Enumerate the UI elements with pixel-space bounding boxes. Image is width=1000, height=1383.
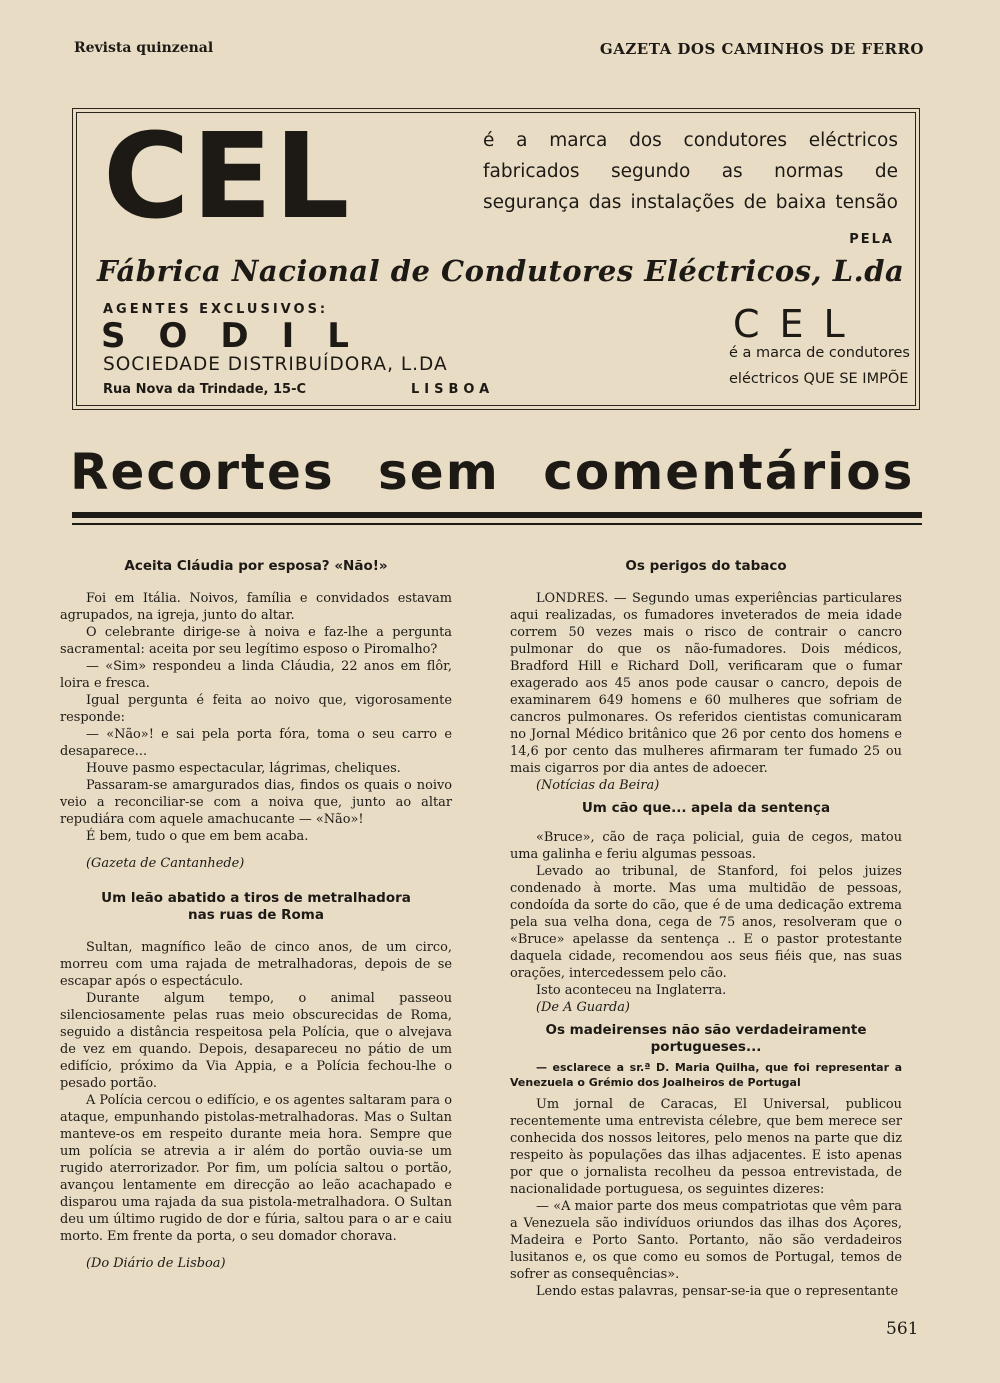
- ad-agent-name: SODIL: [101, 316, 382, 356]
- running-header: [74, 40, 924, 64]
- ad-manufacturer: Fábrica Nacional de Condutores Eléctricos, L.da: [97, 254, 905, 288]
- article-subtitle: — esclarece a sr.ª D. Maria Quilha, que foi representar a Venezuela o Grémio dos Joalheiros de Portugal: [510, 1061, 902, 1089]
- ad-address: Rua Nova da Trindade, 15-C: [103, 382, 307, 397]
- advertisement-box: [72, 108, 920, 410]
- article-paragraph: LONDRES. — Segundo umas experiências particulares aqui realizadas, os fumadores inveterados de meia idade correm 50 vezes mais o risco de contrair o cancro pulmonar do que os não-fumadores. Dois médicos, Bradford Hill e Richard Doll, verificaram que o fumar exagerado aos 45 anos pode causar o cancro, depois de examinarem 649 homens e 60 mulheres que sofriam de cancros pulmonares. Os referidos cientistas comunicaram no Jornal Médico britânico que 26 por cento dos homens e 14,6 por cento das mulheres afirmaram ter fumado 25 ou mais cigarros por dia antes de adoecer.: [510, 591, 902, 776]
- article-title-tabaco: Os perigos do tabaco: [625, 558, 787, 574]
- header-publication-title: GAZETA DOS CAMINHOS DE FERRO: [599, 40, 924, 58]
- page-number: 561: [886, 1319, 919, 1339]
- ad-agents-label: AGENTES EXCLUSIVOS:: [103, 302, 329, 317]
- article-paragraph: Um jornal de Caracas, El Universal, publicou recentemente uma entrevista célebre, que bem merece ser conhecida dos nossos leitores, pelo menos na parte que diz respeito às populações das ilhas adjacentes. E isto apenas por que o jornalista recolheu da pessoa entrevistada, de nacionalidade portuguesa, os seguintes dizeres:: [510, 1097, 902, 1197]
- title-rule-thin: [72, 523, 922, 525]
- ad-pela: PELA: [849, 232, 894, 247]
- article-source: (De A Guarda): [536, 1000, 630, 1015]
- ad-description: é a marca dos condutores eléctricos fabricados segundo as normas de segurança das instalações de baixa tensão: [483, 130, 898, 213]
- section-title: Recortes sem comentários: [70, 443, 915, 501]
- right-column: [510, 558, 902, 1300]
- article-title-lion-line-1: Um leão abatido a tiros de metralhadora: [101, 890, 411, 906]
- article-paragraph: Lendo estas palavras, pensar-se-ia que o representante: [536, 1284, 899, 1299]
- article-paragraph: Isto aconteceu na Inglaterra.: [536, 983, 727, 998]
- article-title-lion-line-2: nas ruas de Roma: [188, 907, 324, 923]
- article-paragraph: O celebrante dirige-se à noiva e faz-lhe a pergunta sacramental: aceita por seu legítimo esposo o Piromalho?: [60, 625, 452, 657]
- article-title-claudia: Aceita Cláudia por esposa? «Não!»: [124, 558, 388, 574]
- left-column: [60, 558, 452, 1272]
- ad-tagline-line-2: eléctricos QUE SE IMPÕE: [729, 371, 909, 387]
- article-paragraph: Foi em Itália. Noivos, família e convidados estavam agrupados, na igreja, junto do altar.: [60, 591, 452, 623]
- article-paragraph: É bem, tudo o que em bem acaba.: [86, 829, 309, 844]
- article-source: (Notícias da Beira): [536, 778, 660, 793]
- ad-agent-company: SOCIEDADE DISTRIBUÍDORA, L.DA: [103, 354, 448, 375]
- article-paragraph: A Polícia cercou o edifício, e os agentes saltaram para o ataque, empunhando pistolas-metralhadoras. Mas o Sultan manteve-os em respeito durante meia hora. Sempre que um polícia se atrevia a ir além do portão ouvia-se um rugido aterrorizador. Por fim, um polícia saltou o portão, avançou lentamente em direcção ao leão acachapado e disparou uma rajada da sua pistola-metralhadora. O Sultan deu um último rugido de dor e fúria, saltou para o ar e caiu morto. Em frente da porta, o seu domador chorava.: [60, 1093, 452, 1244]
- article-paragraph: «Bruce», cão de raça policial, guia de cegos, matou uma galinha e feriu algumas pessoas.: [510, 830, 902, 862]
- article-paragraph: Levado ao tribunal, de Stanford, foi pelos juizes condenado à morte. Mas uma multidão de pessoas, condoída da sorte do cão, que é de uma dedicação extrema pela sua velha dona, cega de 75 anos, resolveram que o «Bruce» apelasse da sentença .. E o pastor protestante daquela cidade, recomendou aos seus fiéis que, nas suas orações, intercedessem pelo cão.: [510, 864, 902, 981]
- article-paragraph: — «Não»! e sai pela porta fóra, toma o seu carro e desaparece...: [60, 727, 452, 759]
- ad-brand-logo: CEL: [103, 107, 352, 245]
- header-periodicity: Revista quinzenal: [74, 40, 214, 56]
- article-paragraph: — «A maior parte dos meus compatriotas que vêm para a Venezuela são indivíduos oriundos das ilhas dos Açores, Madeira e Porto Santo. Portanto, não são verdadeiros lusitanos e, os que como eu somos de Portugal, temos de sofrer as consequências».: [510, 1199, 902, 1282]
- article-title-cao: Um cão que... apela da sentença: [581, 800, 831, 816]
- article-paragraph: Houve pasmo espectacular, lágrimas, cheliques.: [86, 761, 401, 776]
- article-paragraph: Igual pergunta é feita ao noivo que, vigorosamente responde:: [60, 693, 452, 725]
- ad-tagline-line-1: é a marca de condutores: [729, 345, 910, 361]
- article-title-madeirenses: Os madeirenses não são verdadeiramente portugueses...: [545, 1022, 867, 1055]
- article-source: (Do Diário de Lisboa): [86, 1256, 226, 1271]
- ad-city: LISBOA: [411, 382, 495, 397]
- article-source: (Gazeta de Cantanhede): [86, 856, 245, 871]
- title-rule-thick: [72, 512, 922, 518]
- article-paragraph: Sultan, magnífico leão de cinco anos, de um circo, morreu com uma rajada de metralhadoras, depois de se escapar após o espectáculo.: [60, 940, 452, 989]
- article-paragraph: — «Sim» respondeu a linda Cláudia, 22 anos em flôr, loira e fresca.: [60, 659, 452, 691]
- article-paragraph: Durante algum tempo, o animal passeou silenciosamente pelas ruas meio obscurecidas de Roma, seguido a distância respeitosa pela Polícia, que o alvejava de vez em quando. Depois, desapareceu no pátio de um edifício, próximo da Via Appia, e a Polícia fechou-lhe o pesado portão.: [60, 991, 452, 1091]
- ad-brand-small: CEL: [733, 302, 865, 346]
- article-paragraph: Passaram-se amargurados dias, findos os quais o noivo veio a reconciliar-se com a noiva que, junto ao altar repudiára com aquele amachucante — «Não»!: [60, 778, 452, 827]
